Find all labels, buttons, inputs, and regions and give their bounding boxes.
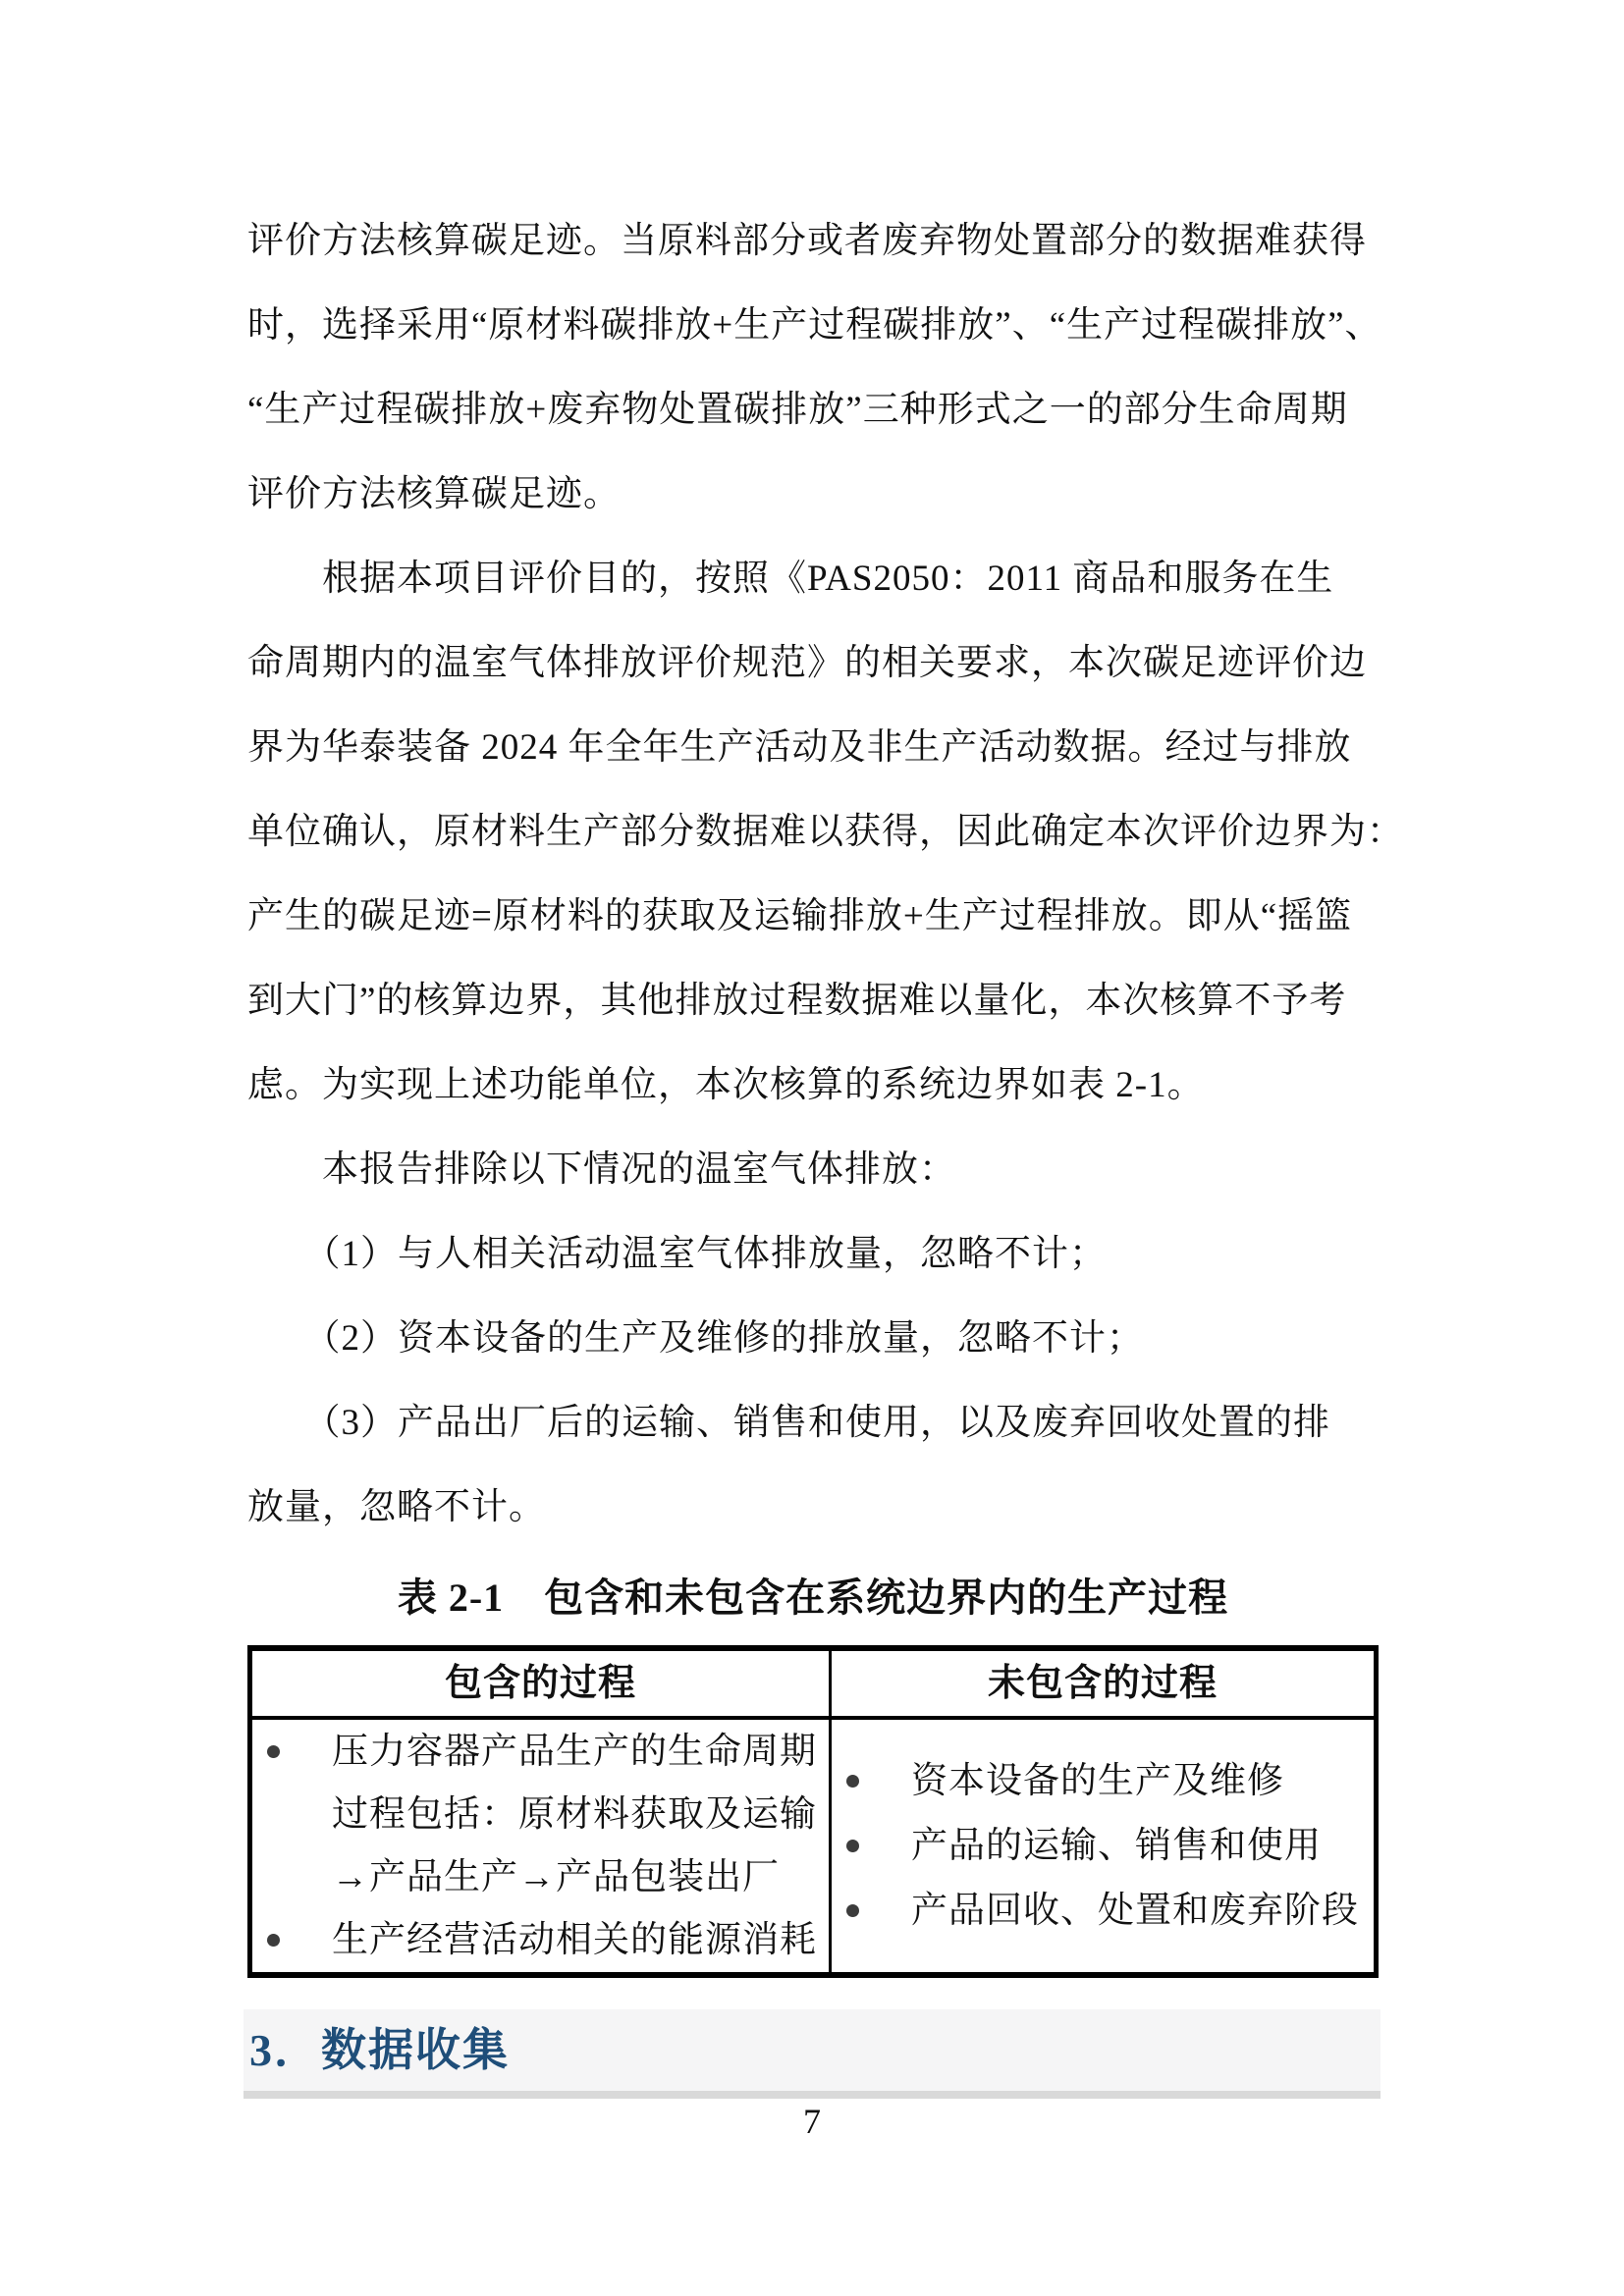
body-line: 根据本项目评价目的，按照《PAS2050：2011 商品和服务在生 <box>247 559 1334 599</box>
list-item-text: 生产经营活动相关的能源消耗 <box>332 1920 817 1960</box>
bullet-icon <box>267 1745 280 1758</box>
list-item-text: 压力容器产品生产的生命周期过程包括：原材料获取及运输→产品生产→产品包装出厂 <box>332 1732 817 1897</box>
table-header-included: 包含的过程 <box>252 1651 829 1720</box>
table-cell-included <box>252 1720 829 1972</box>
body-line: 本报告排除以下情况的温室气体排放： <box>247 1149 956 1190</box>
body-text-block <box>247 199 1404 1978</box>
table-header-excluded: 未包含的过程 <box>829 1651 1374 1720</box>
list-item <box>841 1749 1366 1814</box>
body-line: 放量，忽略不计。 <box>247 1487 546 1527</box>
list-item-text: 资本设备的生产及维修 <box>911 1761 1284 1801</box>
body-line: 界为华泰装备 2024 年全年生产活动及非生产活动数据。经过与排放 <box>247 727 1352 768</box>
table-cell-excluded <box>829 1720 1374 1972</box>
list-item <box>841 1879 1366 1944</box>
list-item-text: 产品的运输、销售和使用 <box>911 1826 1322 1866</box>
page-number: 7 <box>803 2102 821 2141</box>
body-line: 虑。为实现上述功能单位，本次核算的系统边界如表 2-1。 <box>247 1065 1205 1105</box>
body-line: 单位确认，原材料生产部分数据难以获得，因此确定本次评价边界为： <box>247 812 1404 852</box>
body-line: （2）资本设备的生产及维修的排放量，忽略不计； <box>247 1318 1144 1359</box>
system-boundary-table <box>247 1645 1379 1978</box>
bullet-icon <box>846 1904 859 1917</box>
body-line: 评价方法核算碳足迹。 <box>247 474 621 514</box>
body-line: 产生的碳足迹=原材料的获取及运输排放+生产过程排放。即从“摇篮 <box>247 896 1353 936</box>
body-line: （3）产品出厂后的运输、销售和使用，以及废弃回收处置的排 <box>247 1403 1330 1443</box>
body-line: （1）与人相关活动温室气体排放量，忽略不计； <box>247 1234 1107 1274</box>
bullet-icon <box>846 1775 859 1788</box>
list-item <box>262 1721 821 1909</box>
table-caption: 表 2-1 包含和未包含在系统边界内的生产过程 <box>397 1575 1229 1620</box>
list-item <box>262 1909 821 1972</box>
body-line: 时，选择采用“原材料碳排放+生产过程碳排放”、“生产过程碳排放”、 <box>247 305 1382 346</box>
bullet-icon <box>267 1934 280 1947</box>
list-item <box>841 1814 1366 1879</box>
bullet-icon <box>846 1840 859 1852</box>
body-line: 命周期内的温室气体排放评价规范》的相关要求，本次碳足迹评价边 <box>247 643 1367 683</box>
section-heading-band <box>244 2009 1380 2099</box>
list-item-text: 产品回收、处置和废弃阶段 <box>911 1891 1359 1931</box>
body-line: 到大门”的核算边界，其他排放过程数据难以量化，本次核算不予考 <box>247 981 1347 1021</box>
body-line: 评价方法核算碳足迹。当原料部分或者废弃物处置部分的数据难获得 <box>247 221 1367 261</box>
body-line: “生产过程碳排放+废弃物处置碳排放”三种形式之一的部分生命周期 <box>247 390 1348 430</box>
section-heading: 3．数据收集 <box>249 2025 510 2075</box>
